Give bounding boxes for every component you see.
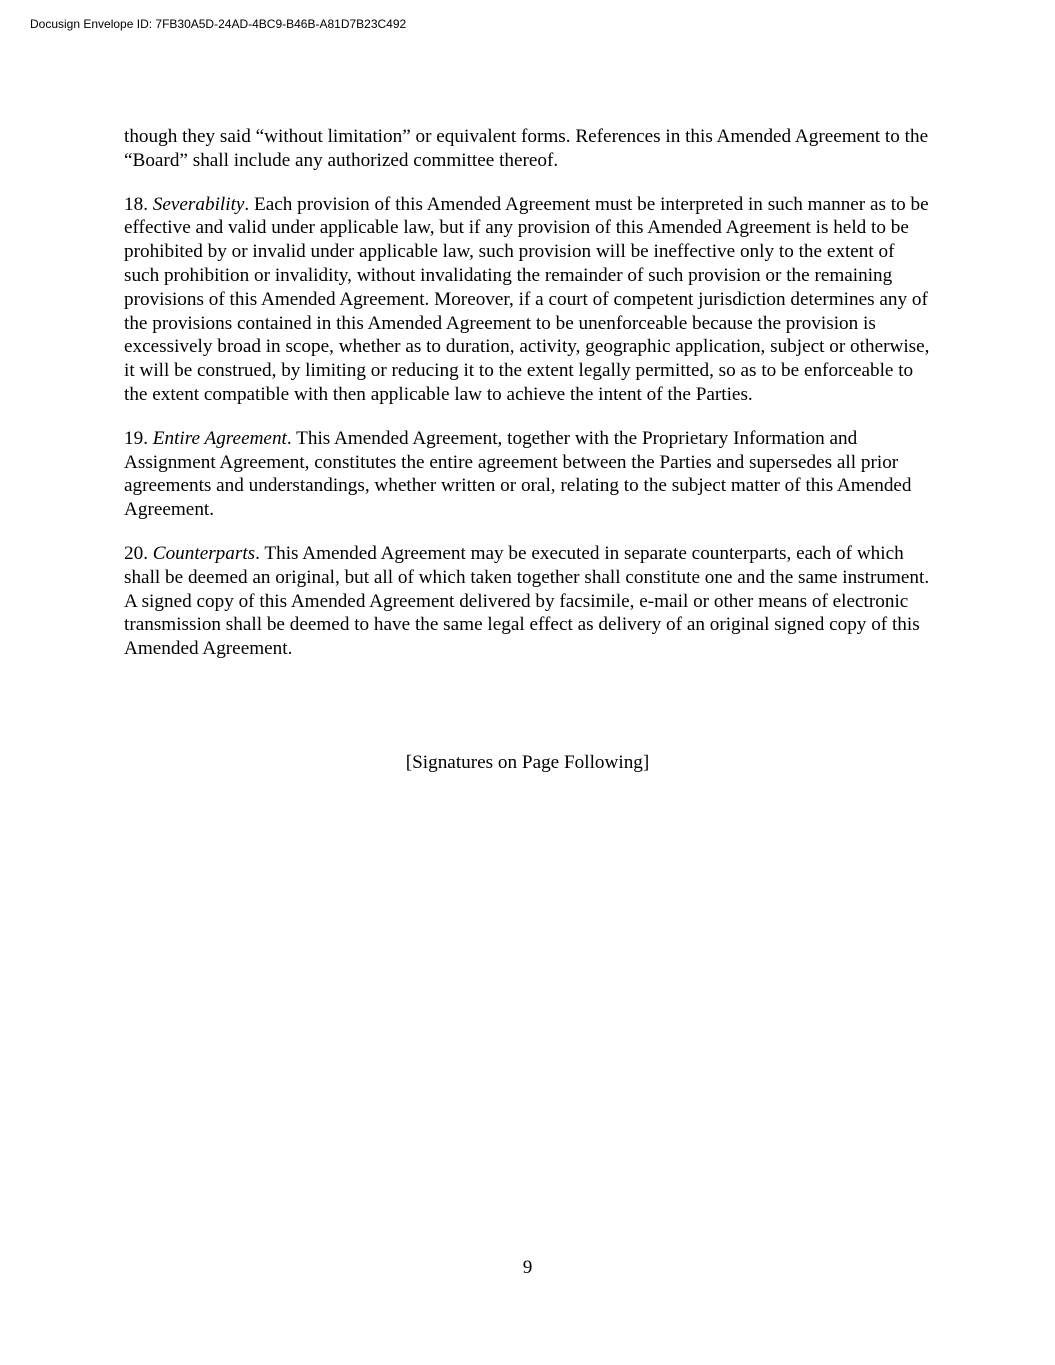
page-number: 9 bbox=[522, 1257, 533, 1278]
section-text: . This Amended Agreement, together with the Proprietary Information and Assignment Agreement, constitutes the entire agreement between the Parties and supersedes all prior agreements and understandings, whether written or oral, relating to the subject matter of this Amended Agreement. bbox=[124, 427, 912, 521]
section-title: Entire Agreement bbox=[152, 427, 287, 449]
section-severability bbox=[124, 193, 934, 407]
section-counterparts bbox=[124, 542, 934, 661]
section-number: 18. bbox=[124, 193, 148, 215]
section-text: . This Amended Agreement may be executed in separate counterparts, each of which shall be deemed an original, but all of which taken together shall constitute one and the same instrument. A signed copy of this Amended Agreement delivered by facsimile, e-mail or other means of electronic transmission shall be deemed to have the same legal effect as delivery of an original signed copy of this Amended Agreement. bbox=[124, 542, 930, 660]
section-number: 20. bbox=[124, 542, 148, 564]
signatures-note: [Signatures on Page Following] bbox=[405, 752, 650, 773]
document-body bbox=[124, 125, 934, 661]
section-number: 19. bbox=[124, 427, 148, 449]
docusign-envelope-id: Docusign Envelope ID: 7FB30A5D-24AD-4BC9-B46B-A81D7B23C492 bbox=[30, 17, 407, 31]
section-entire-agreement bbox=[124, 427, 934, 522]
section-title: Counterparts bbox=[152, 542, 256, 564]
section-text: . Each provision of this Amended Agreement must be interpreted in such manner as to be effective and valid under applicable law, but if any provision of this Amended Agreement is held to be prohibited by or invalid under applicable law, such provision will be ineffective only to the extent of such prohibition or invalidity, without invalidating the remainder of such provision or the remaining provisions of this Amended Agreement. Moreover, if a court of competent jurisdiction determines any of the provisions contained in this Amended Agreement to be unenforceable because the provision is excessively broad in scope, whether as to duration, activity, geographic application, subject or otherwise, it will be construed, by limiting or reducing it to the extent legally permitted, so as to be enforceable to the extent compatible with then applicable law to achieve the intent of the Parties. bbox=[124, 193, 930, 405]
section-title: Severability bbox=[152, 193, 245, 215]
continuation-paragraph: though they said “without limitation” or equivalent forms. References in this Amended Agreement to the “Board” shall include any authorized committee thereof. bbox=[124, 126, 929, 171]
